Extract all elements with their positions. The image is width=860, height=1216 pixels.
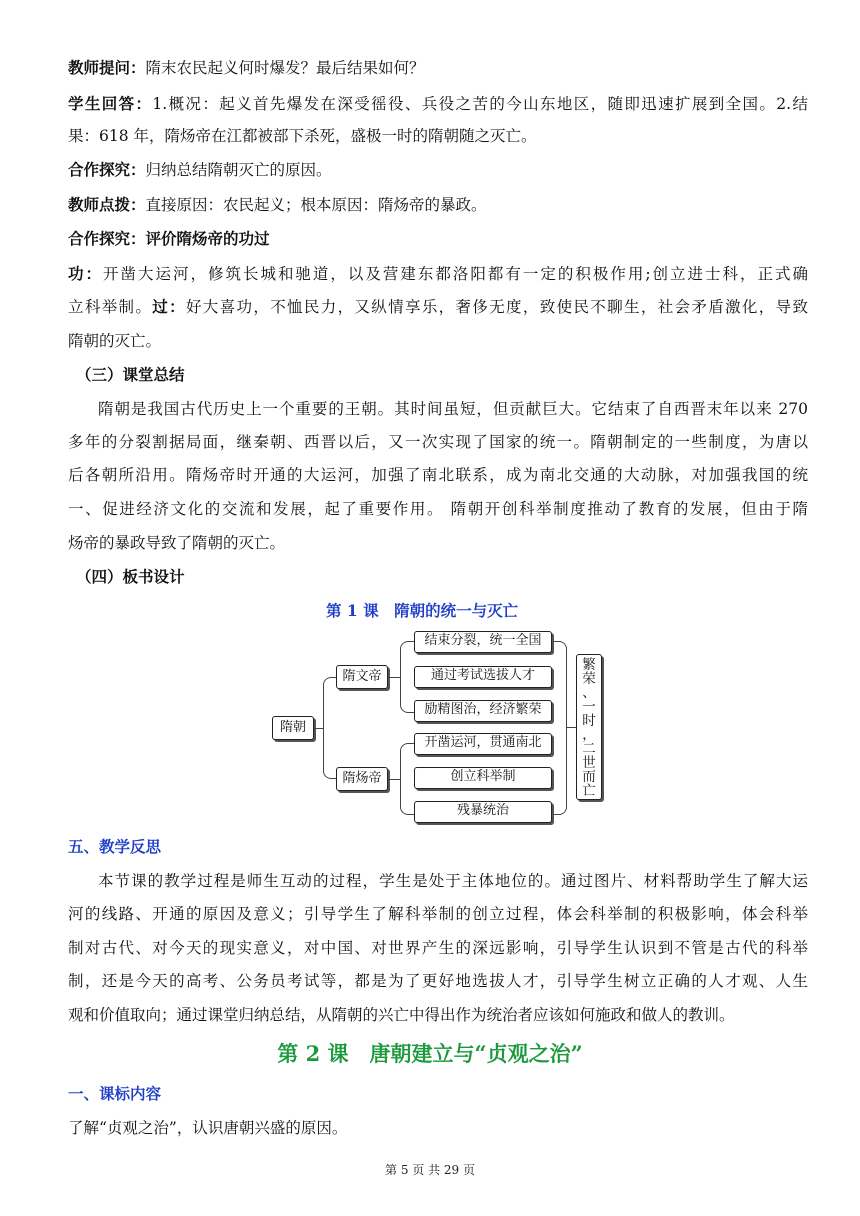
summary-line-4: 一、促进经济文化的交流和发展，起了重要作用。 隋朝开创科举制度推动了教育的发展，但由于隋 [68, 500, 808, 518]
conclusion-bracket [554, 641, 567, 815]
board-title: 第 1 课 隋朝的统一与灭亡 [326, 601, 519, 620]
teacher-question-label: 教师提问： [68, 58, 146, 77]
teacher-hint [68, 195, 808, 215]
board-diagram [268, 628, 614, 828]
summary-line-3: 后各朝所沿用。隋炀帝时开通的大运河，加强了南北联系，成为南北交通的大动脉，对加强我国的统 [68, 466, 808, 484]
reflection-line-4: 制，还是今天的高考、公务员考试等，都是为了更好地选拔人才，引导学生树立正确的人才观、人生 [68, 972, 808, 990]
conclusion-char: 、 [582, 685, 596, 701]
summary-line-1: 隋朝是我国古代历史上一个重要的王朝。其时间虽短，但贡献巨大。它结束了自西晋末年以来 270 [98, 400, 808, 418]
reflection-line-1: 本节课的教学过程是师生互动的过程，学生是处于主体地位的。通过图片、材料帮助学生了解大运 [98, 872, 808, 890]
root-bracket [323, 677, 338, 779]
teacher-hint-text: 直接原因：农民起义；根本原因：隋炀帝的暴政。 [145, 196, 487, 214]
cooperative-inquiry-2-label: 合作探究： [68, 229, 146, 248]
merit-line-1 [68, 264, 808, 284]
conclusion-char: 时 [582, 713, 596, 729]
reflection-line-2: 河的线路、开通的原因及意义；引导学生了解科举制的创立过程，体会科举制的积极影响，体会科举 [68, 905, 808, 923]
cooperative-inquiry-label: 合作探究： [68, 160, 146, 179]
student-answer-line-1 [68, 94, 808, 114]
item-box-5: 创立科举制 [414, 767, 552, 789]
merit-line-3: 隋朝的灭亡。 [68, 332, 162, 350]
emperor-2-box: 隋炀帝 [336, 767, 388, 791]
summary-line-5: 炀帝的暴政导致了隋朝的灭亡。 [68, 534, 286, 552]
summary-heading: （三）课堂总结 [76, 365, 185, 384]
root-connector [314, 728, 324, 729]
fault-label: 过： [152, 297, 186, 316]
conclusion-char: 二 [582, 741, 596, 757]
item-box-6: 残暴统治 [414, 801, 552, 823]
student-answer-label: 学生回答： [68, 94, 153, 113]
teacher-question [68, 58, 808, 78]
conclusion-box [576, 654, 602, 800]
page-footer: 第 5 页 共 29 页 [385, 1163, 475, 1177]
student-answer-text-1: 1.概况：起义首先爆发在深受徭役、兵役之苦的今山东地区，随即迅速扩展到全国。2.结 [152, 95, 808, 113]
board-heading: （四）板书设计 [76, 567, 185, 586]
reflection-heading: 五、教学反思 [68, 837, 162, 856]
conclusion-char: 亡 [582, 783, 596, 799]
diagram-root-box: 隋朝 [272, 716, 314, 740]
lesson-2-section-heading: 一、课标内容 [68, 1084, 162, 1103]
reflection-line-3: 制对古代、对今天的现实意义，对中国、对世界产生的深远影响，引导学生认识到不管是古代的科举 [68, 939, 808, 957]
emperor-1-box: 隋文帝 [336, 665, 388, 689]
lesson-2-title: 第 2 课 唐朝建立与“贞观之治” [277, 1041, 583, 1066]
cooperative-inquiry-1 [68, 160, 808, 180]
merit-text-2b: 好大喜功，不恤民力，又纵情享乐，奢侈无度，致使民不聊生，社会矛盾激化，导致 [185, 298, 808, 316]
conclusion-connector [566, 727, 576, 728]
merit-text-2a: 立科举制。 [68, 298, 153, 316]
teacher-question-text: 隋末农民起义何时爆发？最后结果如何？ [145, 59, 425, 77]
item-box-2: 通过考试选拔人才 [414, 666, 552, 688]
merit-text-1: 开凿大运河，修筑长城和驰道，以及营建东都洛阳都有一定的积极作用;创立进士科，正式确 [103, 265, 808, 283]
conclusion-char: 繁 [582, 657, 596, 673]
conclusion-char: 一 [582, 699, 596, 715]
reflection-line-5: 观和价值取向；通过课堂归纳总结，从隋朝的兴亡中得出作为统治者应该如何施政和做人的教训。 [68, 1006, 735, 1024]
cooperative-inquiry-text: 归纳总结隋朝灭亡的原因。 [145, 161, 332, 179]
item-box-3: 励精图治，经济繁荣 [414, 700, 552, 722]
conclusion-char: 而 [582, 769, 596, 785]
emperor-1-bracket [400, 641, 415, 713]
merit-label: 功： [68, 264, 103, 283]
student-answer-line-2: 果：618 年，隋炀帝在江都被部下杀死，盛极一时的隋朝随之灭亡。 [68, 127, 537, 145]
conclusion-char: 荣 [582, 671, 596, 687]
item-box-1: 结束分裂，统一全国 [414, 631, 552, 653]
item-box-4: 开凿运河，贯通南北 [414, 733, 552, 755]
conclusion-char: 世 [582, 755, 596, 771]
emperor-2-connector [388, 779, 400, 780]
teacher-hint-label: 教师点拨： [68, 195, 146, 214]
summary-line-2: 多年的分裂割据局面，继秦朝、西晋以后，又一次实现了国家的统一。隋朝制定的一些制度，为唐以 [68, 433, 808, 451]
conclusion-char: ， [582, 727, 596, 743]
emperor-1-connector [388, 677, 400, 678]
cooperative-inquiry-2-text: 评价隋炀帝的功过 [145, 229, 270, 248]
emperor-2-bracket [400, 743, 415, 815]
lesson-2-standard-text: 了解“贞观之治”，认识唐朝兴盛的原因。 [68, 1119, 348, 1137]
merit-line-2 [68, 297, 808, 317]
cooperative-inquiry-2 [68, 229, 808, 249]
